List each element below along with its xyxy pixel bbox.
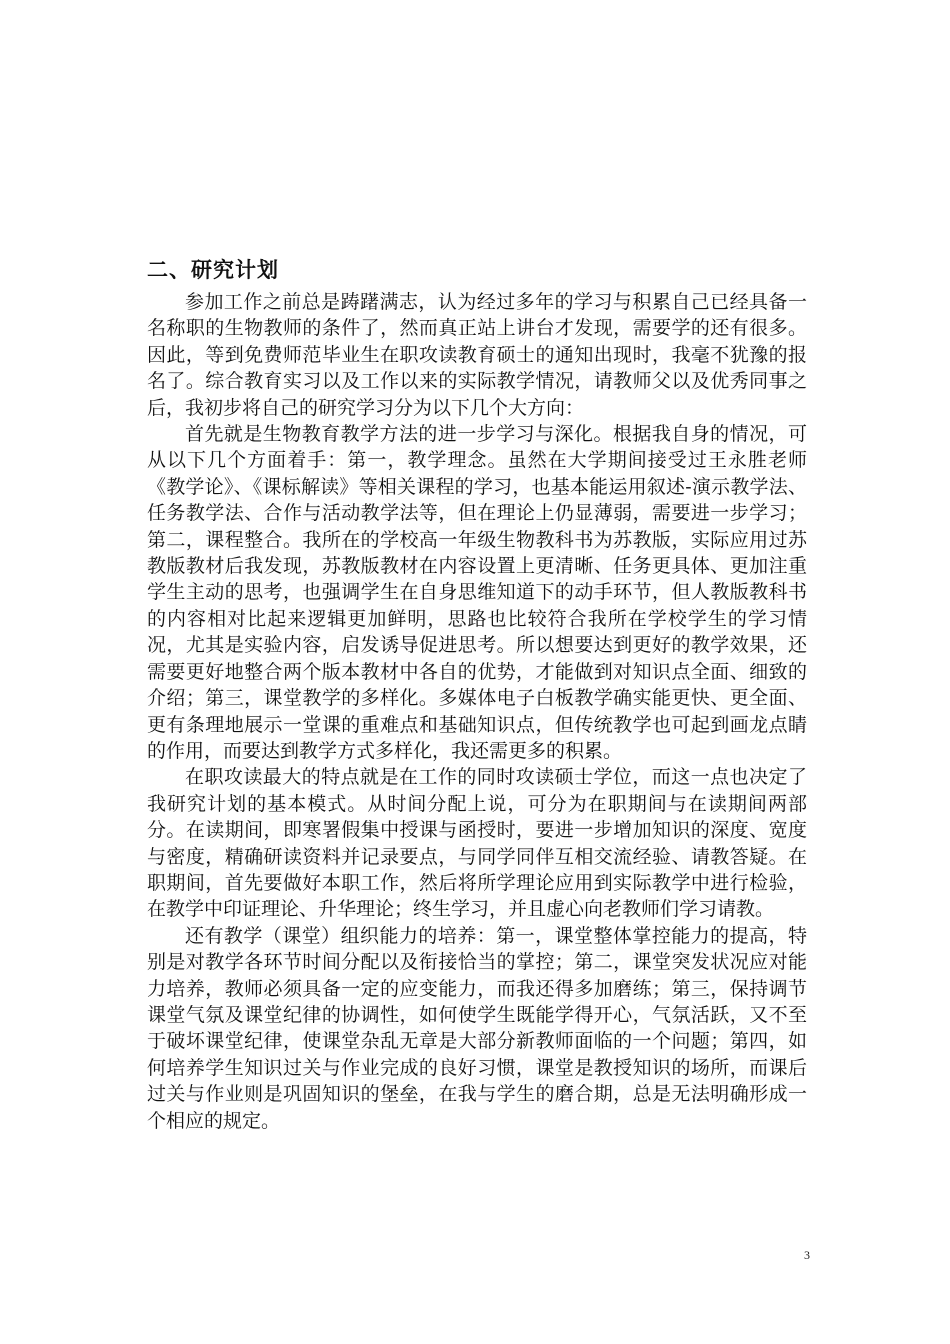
paragraph-study-mode: 在职攻读最大的特点就是在工作的同时攻读硕士学位，而这一点也决定了我研究计划的基本模式。从时间分配上说，可分为在职期间与在读期间两部分。在读期间，即寒署假集中授课与函授时，要进一步增加知识的深度、宽度与密度，精确研读资料并记录要点，与同学同伴互相交流经验、请教答疑。在职期间，首先要做好本职工作，然后将所学理论应用到实际教学中进行检验，在教学中印证理论、升华理论；终生学习，并且虚心向老教师们学习请教。 [147, 766, 807, 921]
page-number: 3 [804, 1248, 810, 1262]
section-heading: 二、研究计划 [147, 258, 279, 282]
paragraph-intro: 参加工作之前总是踌躇满志，认为经过多年的学习与积累自己已经具备一名称职的生物教师的条件了，然而真正站上讲台才发现，需要学的还有很多。因此，等到免费师范毕业生在职攻读教育硕士的通知出现时，我毫不犹豫的报名了。综合教育实习以及工作以来的实际教学情况，请教师父以及优秀同事之后，我初步将自己的研究学习分为以下几个大方向： [147, 291, 807, 419]
paragraph-classroom-organization: 还有教学（课堂）组织能力的培养：第一，课堂整体掌控能力的提高，特别是对教学各环节时间分配以及衔接恰当的掌控；第二，课堂突发状况应对能力培养，教师必须具备一定的应变能力，而我还得多加磨练；第三，保持调节课堂气氛及课堂纪律的协调性，如何使学生既能学得开心，气氛活跃，又不至于破坏课堂纪律，使课堂杂乱无章是大部分新教师面临的一个问题；第四，如何培养学生知识过关与作业完成的良好习惯，课堂是教授知识的场所，而课后过关与作业则是巩固知识的堡垒，在我与学生的磨合期，总是无法明确形成一个相应的规定。 [147, 924, 807, 1132]
document-body [147, 253, 807, 1134]
paragraph-teaching-methods: 首先就是生物教育教学方法的进一步学习与深化。根据我自身的情况，可从以下几个方面着手：第一，教学理念。虽然在大学期间接受过王永胜老师《教学论》、《课标解读》等相关课程的学习，也基本能运用叙述-演示教学法、任务教学法、合作与活动教学法等，但在理论上仍显薄弱，需要进一步学习；第二，课程整合。我所在的学校高一年级生物教科书为苏教版，实际应用过苏教版教材后我发现，苏教版教材在内容设置上更清晰、任务更具体、更加注重学生主动的思考，也强调学生在自身思维知道下的动手环节，但人教版教科书的内容相对比起来逻辑更加鲜明，思路也比较符合我所在学校学生的学习情况，尤其是实验内容，启发诱导促进思考。所以想要达到更好的教学效果，还需要更好地整合两个版本教材中各自的优势，才能做到对知识点全面、细致的介绍；第三，课堂教学的多样化。多媒体电子白板教学确实能更快、更全面、更有条理地展示一堂课的重难点和基础知识点，但传统教学也可起到画龙点睛的作用，而要达到教学方式多样化，我还需更多的积累。 [147, 423, 807, 762]
